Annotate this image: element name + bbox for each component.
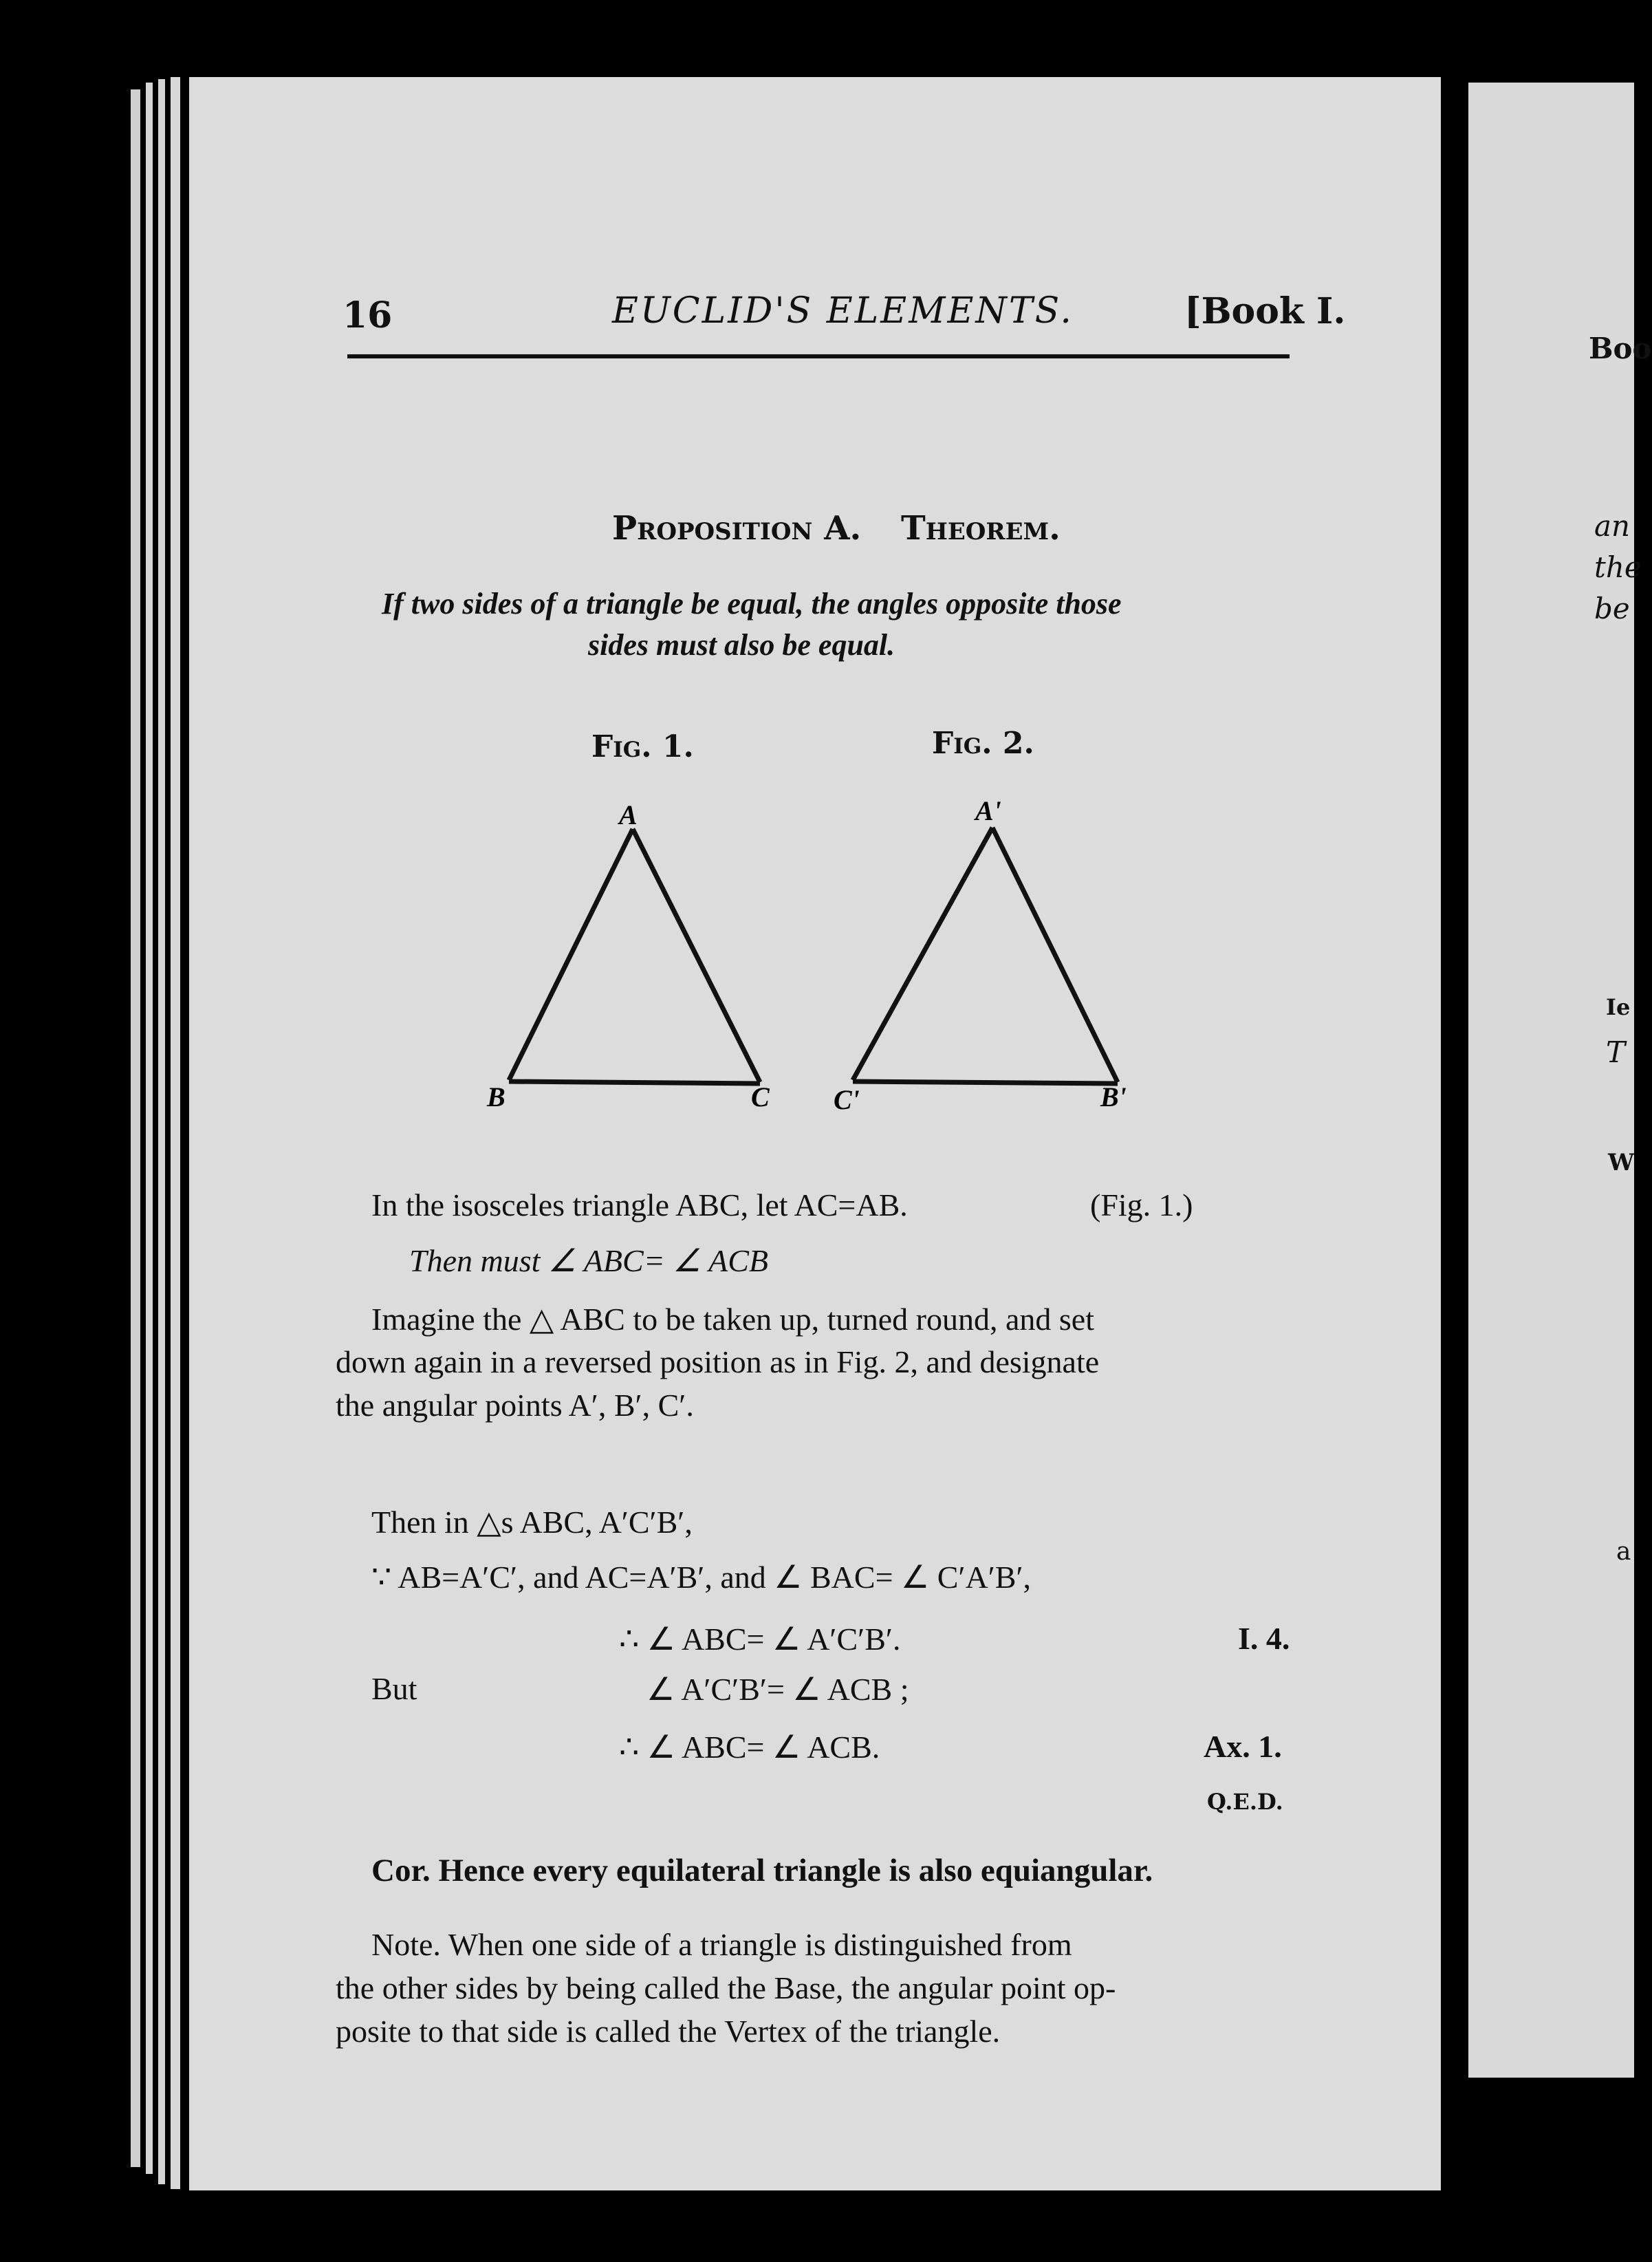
because-line: ∵ AB=A′C′, and AC=A′B′, and ∠ BAC= ∠ C′A′B′, bbox=[371, 1560, 1032, 1595]
page-number: 16 bbox=[343, 294, 393, 336]
note-line-2: the other sides by being called the Base, the angular point op- bbox=[336, 1970, 1116, 2005]
right-page-line-4: Ie bbox=[1606, 994, 1631, 1020]
right-page-line-5: T bbox=[1606, 1035, 1626, 1069]
fig1-label-c: C bbox=[751, 1081, 770, 1112]
fig2-label-a: A' bbox=[975, 795, 1001, 826]
right-page-line-7: a bbox=[1616, 1538, 1631, 1566]
fig2-caption: Fig. 2. bbox=[932, 726, 1034, 761]
then-must-statement: Then must ∠ ABC= ∠ ACB bbox=[409, 1243, 769, 1278]
therefore-line-2: ∴ ∠ ABC= ∠ ACB. bbox=[619, 1730, 880, 1765]
right-page-line-1: an bbox=[1594, 509, 1631, 543]
fig1-triangle bbox=[509, 829, 760, 1084]
imagine-line-3: the angular points A′, B′, C′. bbox=[336, 1388, 694, 1423]
right-page-line-3: be bbox=[1594, 592, 1630, 625]
reference-i4: I. 4. bbox=[1238, 1621, 1290, 1656]
book-reference: [Book I. bbox=[1184, 290, 1346, 332]
given-figure-ref: (Fig. 1.) bbox=[1090, 1187, 1193, 1222]
fig2-label-c: C' bbox=[834, 1084, 860, 1115]
fig1-label-a: A bbox=[619, 799, 638, 830]
fig2-label-b: B' bbox=[1100, 1081, 1127, 1112]
given-statement: In the isosceles triangle ABC, let AC=AB. bbox=[371, 1187, 908, 1222]
right-page-header: Boo bbox=[1589, 332, 1652, 365]
proposition-title: Proposition A. bbox=[612, 509, 862, 548]
proposition-kind: Theorem. bbox=[901, 509, 1061, 548]
qed-mark: Q.E.D. bbox=[1207, 1789, 1283, 1815]
then-in-line: Then in △s ABC, A′C′B′, bbox=[371, 1505, 693, 1540]
note-line-3: posite to that side is called the Vertex of the triangle. bbox=[336, 2014, 1001, 2049]
corollary: Cor. Hence every equilateral triangle is also equiangular. bbox=[371, 1853, 1153, 1888]
right-page-line-2: the bbox=[1594, 550, 1642, 584]
enunciation-line-2: sides must also be equal. bbox=[588, 628, 895, 662]
enunciation-line-1: If two sides of a triangle be equal, the angles opposite those bbox=[382, 587, 1122, 621]
therefore-line-1: ∴ ∠ ABC= ∠ A′C′B′. bbox=[619, 1622, 901, 1657]
reference-ax1: Ax. 1. bbox=[1204, 1729, 1282, 1764]
fig2-triangle bbox=[853, 828, 1118, 1084]
imagine-line-1: Imagine the △ ABC to be taken up, turned round, and set bbox=[371, 1302, 1094, 1337]
but-statement: ∠ A′C′B′= ∠ ACB ; bbox=[646, 1672, 909, 1707]
but-label: But bbox=[371, 1671, 417, 1706]
right-page-line-6: W bbox=[1608, 1149, 1635, 1176]
imagine-line-2: down again in a reversed position as in Fig. 2, and designate bbox=[336, 1344, 1100, 1379]
fig1-label-b: B bbox=[487, 1081, 506, 1112]
fig1-caption: Fig. 1. bbox=[591, 729, 694, 764]
note-line-1: Note. When one side of a triangle is distinguished from bbox=[371, 1927, 1072, 1962]
running-title: EUCLID'S ELEMENTS. bbox=[612, 290, 1074, 332]
